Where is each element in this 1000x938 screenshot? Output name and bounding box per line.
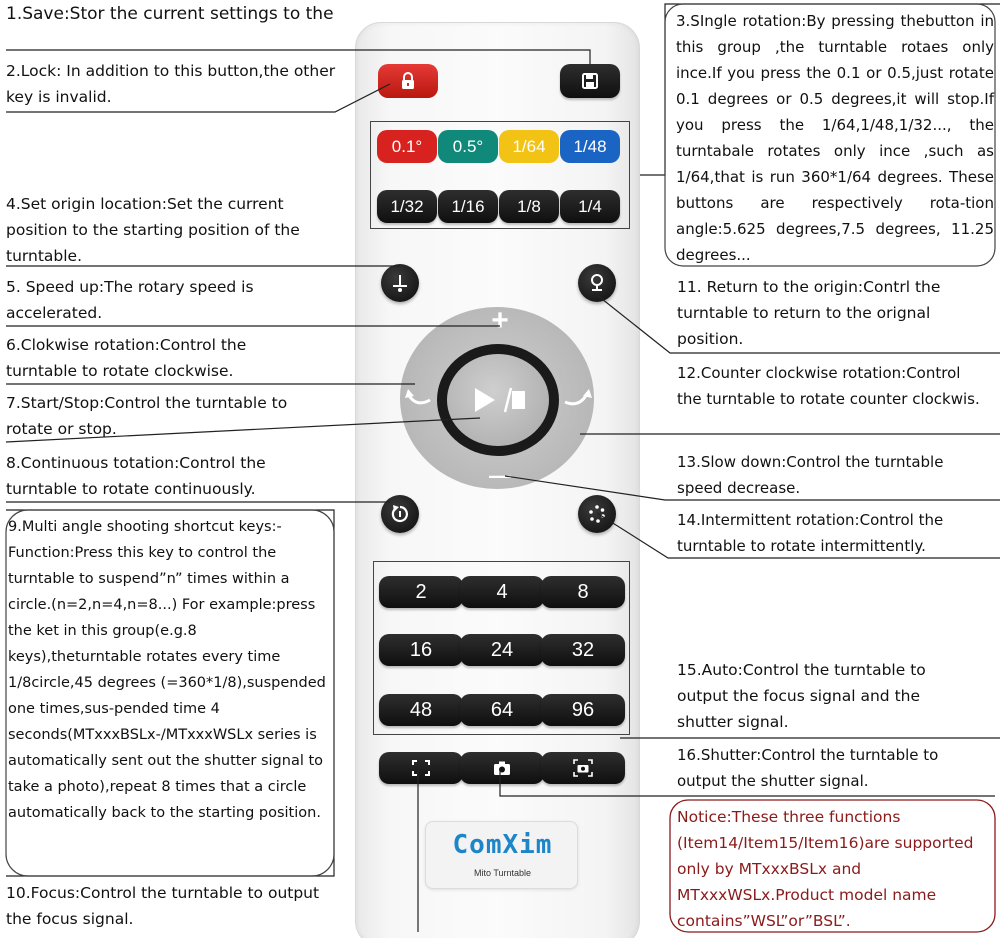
clockwise-button[interactable] [404, 386, 436, 412]
note-7-start-stop: 7.Start/Stop:Control the turntable to rotate or stop. [6, 394, 288, 438]
counter-clockwise-button[interactable] [561, 386, 593, 412]
note-6-clockwise: 6.Clokwise rotation:Control the turntable to rotate clockwise. [6, 336, 247, 380]
single-rotation-button-1-8[interactable]: 1/8 [499, 190, 559, 223]
return-origin-button[interactable] [578, 264, 616, 302]
single-rotation-button-1-16[interactable]: 1/16 [438, 190, 498, 223]
note-14-intermittent: 14.Intermittent rotation:Control the turntable to rotate intermittently. [677, 511, 944, 555]
multi-angle-button-32[interactable]: 32 [541, 634, 625, 666]
note-3-single-rotation: 3.SIngle rotation:By pressing thebutton in this group ,the turntable rotaes only ince.If you press the 0.1 or 0.5,just rotate 0.1 degrees or 0.5 degrees,it will stop.If you press the 1/64,1/48,1/32..., the turntabale rotates only ince ,such as 1/64,that is run 360*1/64 degrees. These buttons are respectively rota-tion angle:5.625 degrees,7.5 degrees, 11.25 degrees... [676, 12, 994, 264]
note-10-focus: 10.Focus:Control the turntable to output the focus signal. [6, 884, 320, 928]
multi-angle-button-4[interactable]: 4 [460, 576, 544, 608]
multi-angle-button-96[interactable]: 96 [541, 694, 625, 726]
single-rotation-button-1-64[interactable]: 1/64 [499, 130, 559, 163]
single-rotation-button-0.5[interactable]: 0.5° [438, 130, 498, 163]
note-13-slow-down: 13.Slow down:Control the turntable speed decrease. [677, 453, 944, 497]
shutter-button[interactable] [460, 752, 544, 784]
lock-button[interactable] [378, 64, 438, 98]
return-origin-icon [585, 271, 609, 295]
auto-button[interactable] [541, 752, 625, 784]
notice-text: Notice:These three functions (Item14/Item15/Item16)are supported only by MTxxxBSLx and MTxxxWSLx.Product model name contains”WSL”or”BSL”. [677, 808, 974, 930]
camera-icon [493, 760, 511, 776]
single-rotation-button-1-32[interactable]: 1/32 [377, 190, 437, 223]
brand-name: ComXim [452, 830, 553, 860]
focus-button[interactable] [379, 752, 463, 784]
multi-angle-button-2[interactable]: 2 [379, 576, 463, 608]
auto-camera-icon [573, 759, 593, 777]
lock-icon [400, 72, 416, 90]
speed-up-button[interactable]: + [491, 304, 509, 337]
save-button[interactable] [560, 64, 620, 98]
note-1-save: 1.Save:Stor the current settings to the [6, 4, 334, 24]
multi-angle-button-8[interactable]: 8 [541, 576, 625, 608]
note-5-speed-up: 5. Speed up:The rotary speed is accelerated. [6, 278, 254, 322]
set-origin-button[interactable] [381, 264, 419, 302]
set-origin-icon [388, 271, 412, 295]
note-12-counter-clockwise: 12.Counter clockwise rotation:Control the turntable to rotate counter clockwis. [677, 364, 980, 408]
note-8-continuous: 8.Continuous totation:Control the turntable to rotate continuously. [6, 454, 266, 498]
note-11-return-origin: 11. Return to the origin:Contrl the turntable to return to the orignal position. [677, 278, 941, 348]
floppy-icon [581, 72, 599, 90]
single-rotation-button-0.1[interactable]: 0.1° [377, 130, 437, 163]
intermittent-rotation-icon [585, 502, 609, 526]
multi-angle-button-64[interactable]: 64 [460, 694, 544, 726]
note-9-multi-angle: 9.Multi angle shooting shortcut keys:-Function:Press this key to control the turntable to suspend”n” times within a circle.(n=2,n=4,n=8...) For example:press the ket in this group(e.g.8 keys),theturntable rotates every time 1/8circle,45 degrees (=360*1/8),suspended one times,sus-pended time 4 seconds(MTxxxBSLx-/MTxxxWSLx series is automatically sent out the shutter signal to take a photo),repeat 8 times that a circle automatically back to the starting position. [8, 519, 326, 821]
intermittent-rotation-button[interactable] [578, 495, 616, 533]
continuous-rotation-icon [388, 502, 412, 526]
counter-clockwise-arrow-icon [561, 386, 593, 412]
note-2-lock: 2.Lock: In addition to this button,the other key is invalid. [6, 62, 336, 106]
multi-angle-button-24[interactable]: 24 [460, 634, 544, 666]
multi-angle-button-48[interactable]: 48 [379, 694, 463, 726]
clockwise-arrow-icon [404, 386, 436, 412]
focus-icon [412, 760, 430, 776]
slow-down-button[interactable]: — [489, 463, 511, 488]
note-16-shutter: 16.Shutter:Control the turntable to output the shutter signal. [677, 746, 939, 790]
note-4-set-origin: 4.Set origin location:Set the current position to the starting position of the turntable. [6, 195, 300, 265]
continuous-rotation-button[interactable] [381, 495, 419, 533]
play-stop-icon [469, 385, 527, 415]
brand-label [425, 821, 578, 889]
brand-subtitle: Mito Turntable [473, 868, 532, 878]
note-15-auto: 15.Auto:Control the turntable to output the focus signal and the shutter signal. [677, 661, 926, 731]
single-rotation-button-1-4[interactable]: 1/4 [560, 190, 620, 223]
multi-angle-button-16[interactable]: 16 [379, 634, 463, 666]
start-stop-button[interactable] [447, 354, 549, 446]
single-rotation-button-1-48[interactable]: 1/48 [560, 130, 620, 163]
